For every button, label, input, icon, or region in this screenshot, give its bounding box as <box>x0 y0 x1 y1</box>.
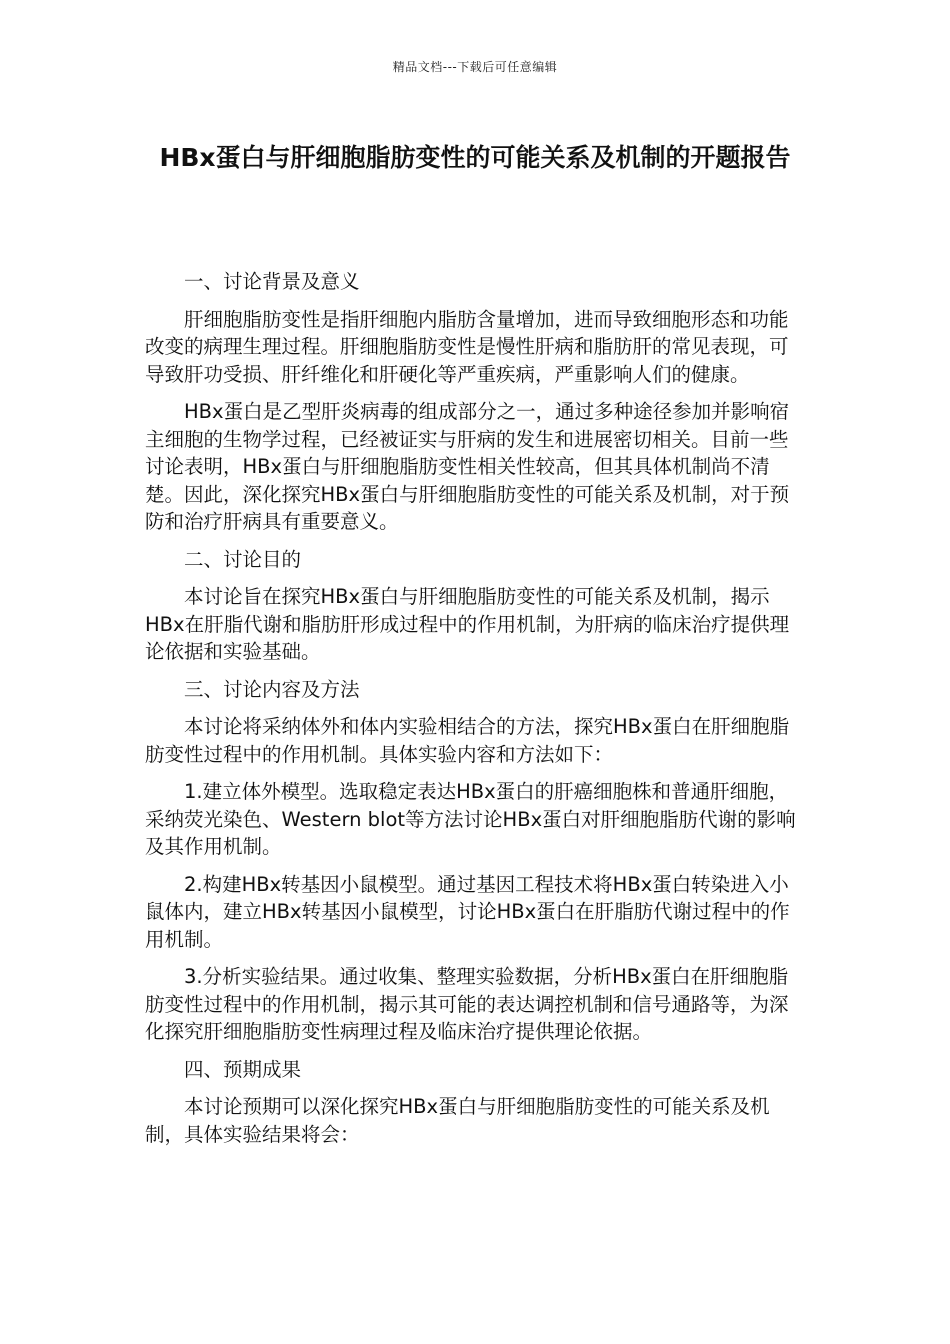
document-title: HBx蛋白与肝细胞脂肪变性的可能关系及机制的开题报告 <box>159 143 791 172</box>
section-heading-methods: 三、讨论内容及方法 <box>184 677 360 701</box>
paragraph-outcomes: 本讨论预期可以深化探究HBx蛋白与肝细胞脂肪变性的可能关系及机制，具体实验结果将会： <box>145 1095 770 1146</box>
section-heading-outcomes: 四、预期成果 <box>184 1057 302 1081</box>
paragraph-method-3: 3.分析实验结果。通过收集、整理实验数据，分析HBx蛋白在肝细胞脂肪变性过程中的作用机制，揭示其可能的表达调控机制和信号通路等，为深化探究肝细胞脂肪变性病理过程及临床治疗提供理论依据。 <box>145 965 789 1043</box>
page-header-note: 精品文档---下载后可任意编辑 <box>392 60 558 74</box>
paragraph-methods-intro: 本讨论将采纳体外和体内实验相结合的方法，探究HBx蛋白在肝细胞脂肪变性过程中的作用机制。具体实验内容和方法如下： <box>145 715 790 766</box>
paragraph-background-1: 肝细胞脂肪变性是指肝细胞内脂肪含量增加，进而导致细胞形态和功能改变的病理生理过程。肝细胞脂肪变性是慢性肝病和脂肪肝的常见表现，可导致肝功受损、肝纤维化和肝硬化等严重疾病，严重影响人们的健康。 <box>145 307 789 386</box>
section-heading-purpose: 二、讨论目的 <box>184 547 302 571</box>
paragraph-background-2: HBx蛋白是乙型肝炎病毒的组成部分之一，通过多种途径参加并影响宿主细胞的生物学过程，已经被证实与肝病的发生和进展密切相关。目前一些讨论表明，HBx蛋白与肝细胞脂肪变性相关性较高，但其具体机制尚不清楚。因此，深化探究HBx蛋白与肝细胞脂肪变性的可能关系及机制，对于预防和治疗肝病具有重要意义。 <box>145 400 790 533</box>
paragraph-purpose: 本讨论旨在探究HBx蛋白与肝细胞脂肪变性的可能关系及机制，揭示HBx在肝脂代谢和脂肪肝形成过程中的作用机制，为肝病的临床治疗提供理论依据和实验基础。 <box>145 585 790 663</box>
section-heading-background: 一、讨论背景及意义 <box>184 270 360 293</box>
document-body <box>145 268 805 1158</box>
paragraph-method-2: 2.构建HBx转基因小鼠模型。通过基因工程技术将HBx蛋白转染进入小鼠体内，建立HBx转基因小鼠模型，讨论HBx蛋白在肝脂肪代谢过程中的作用机制。 <box>145 872 790 951</box>
paragraph-method-1: 1.建立体外模型。选取稳定表达HBx蛋白的肝癌细胞株和普通肝细胞，采纳荧光染色、Western blot等方法讨论HBx蛋白对肝细胞脂肪代谢的影响及其作用机制。 <box>145 780 796 858</box>
